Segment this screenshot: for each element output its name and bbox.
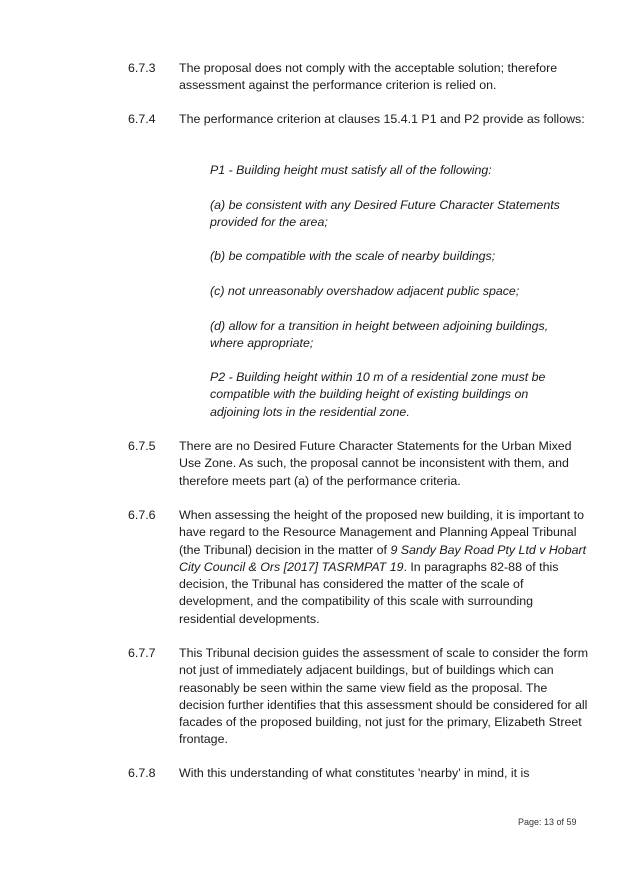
quote-p1-a: (a) be consistent with any Desired Future Character Statements provided for the area; <box>210 198 560 230</box>
clause-text: With this understanding of what constitutes 'nearby' in mind, it is <box>179 766 530 780</box>
clause-text: This Tribunal decision guides the assessment of scale to consider the form not just of immediately adjacent buildings, but of buildings which can reasonably be seen within the same view field as the proposal. The decision further identifies that this assessment should be considered for all facades of the proposed building, not just for the primary, Elizabeth Street frontage. <box>179 646 589 747</box>
quote-p1-d: (d) allow for a transition in height between adjoining buildings, where appropriate; <box>210 319 549 351</box>
quote-p2: P2 - Building height within 10 m of a residential zone must be compatible with the building height of existing buildings on adjoining lots in the residential zone. <box>210 370 546 419</box>
clause-text-before: When assessing the height of the proposed new building, it is important to have regard to the Resource Management and Planning Appeal Tribunal (the Tribunal) decision in the matter of <box>179 508 585 557</box>
case-citation: 9 Sandy Bay Road Pty Ltd v Hobart City Council & Ors [2017] TASRMPAT 19 <box>179 542 587 574</box>
clause-number: 6.7.5 <box>128 439 156 453</box>
clause-number: 6.7.8 <box>128 766 156 780</box>
clause-text: The performance criterion at clauses 15.4.1 P1 and P2 provide as follows: <box>179 112 585 126</box>
clause-text: The proposal does not comply with the acceptable solution; therefore assessment against the performance criterion is relied on. <box>179 61 558 93</box>
clause-text-after: . In paragraphs 82-88 of this decision, the Tribunal has considered the matter of the scale of development, and the compatibility of this scale with surrounding residential developments. <box>179 559 559 626</box>
quote-p1-b: (b) be compatible with the scale of nearby buildings; <box>210 249 496 263</box>
clause-text <box>179 507 589 628</box>
clause-number: 6.7.7 <box>128 646 156 660</box>
quote-p1-c: (c) not unreasonably overshadow adjacent public space; <box>210 284 520 298</box>
clause-number: 6.7.4 <box>128 112 156 126</box>
clause-number: 6.7.3 <box>128 61 156 75</box>
quote-p1-intro: P1 - Building height must satisfy all of the following: <box>210 163 492 177</box>
clause-text: There are no Desired Future Character Statements for the Urban Mixed Use Zone. As such, the proposal cannot be inconsistent with them, and therefore meets part (a) of the performance criteria. <box>179 439 572 488</box>
page-number: Page: 13 of 59 <box>518 817 577 827</box>
clause-number: 6.7.6 <box>128 508 156 522</box>
